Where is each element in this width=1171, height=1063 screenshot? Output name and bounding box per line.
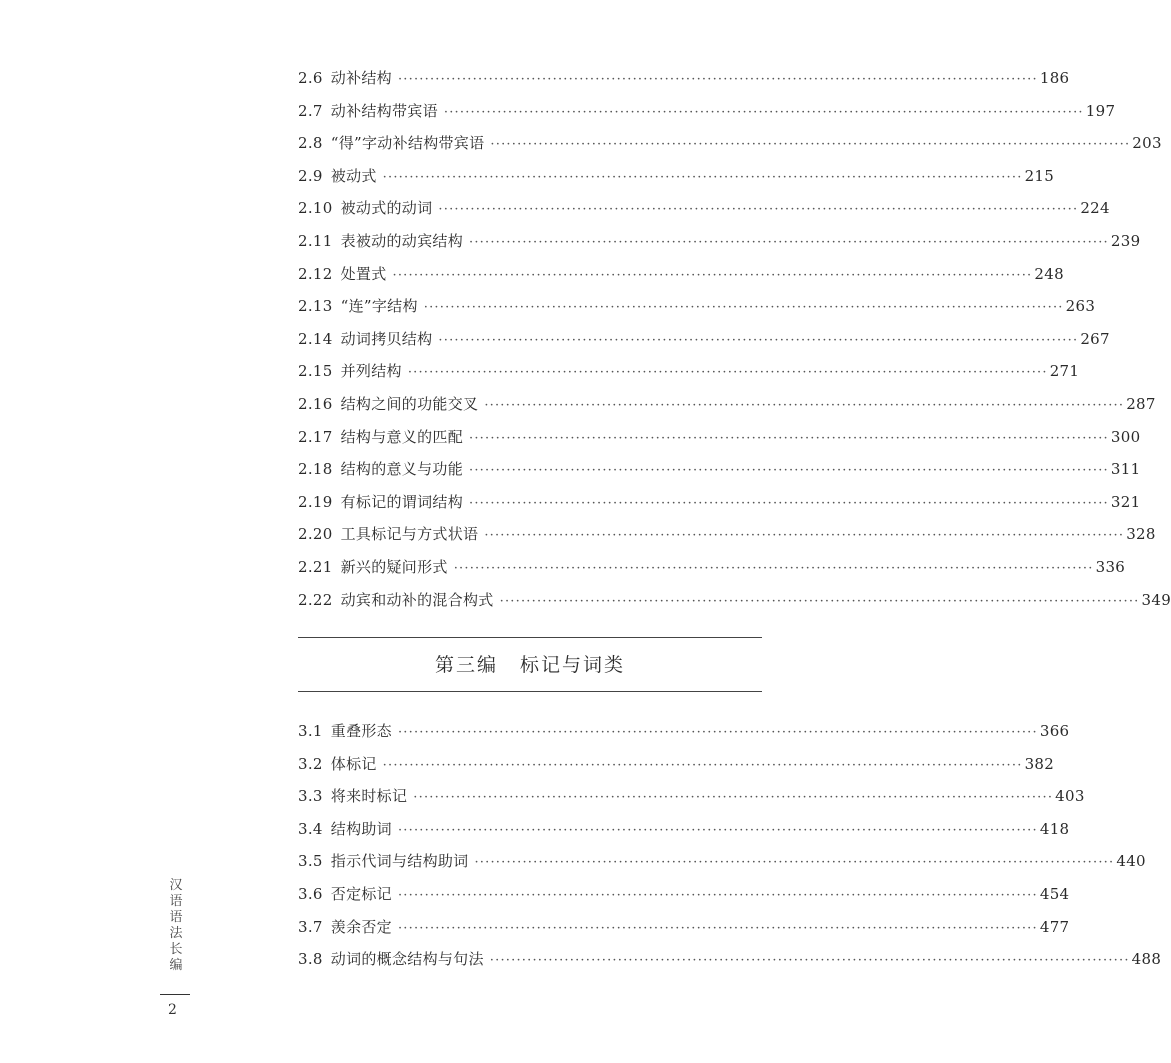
toc-entry-title: 表被动的动宾结构 xyxy=(340,231,464,250)
toc-entry xyxy=(298,780,1085,813)
toc-dot-leader: ························································································································ xyxy=(397,822,1038,838)
toc-entry-title: 否定标记 xyxy=(330,884,392,903)
toc-entry-title: 新兴的疑问形式 xyxy=(340,557,448,576)
toc-entry xyxy=(298,453,1141,486)
toc-dot-leader: ························································································································ xyxy=(443,104,1084,120)
toc-entry-number: 2.19 xyxy=(298,492,333,511)
toc-entry-page: 197 xyxy=(1085,101,1116,120)
toc-dot-leader: ························································································································ xyxy=(397,725,1038,740)
toc-dot-leader: ························································································································ xyxy=(469,234,1109,250)
toc-entry-number: 3.6 xyxy=(298,884,323,903)
toc-entry-title: 体标记 xyxy=(330,754,377,773)
toc-dot-leader: ························································································································ xyxy=(392,267,1033,283)
toc-entry-page: 263 xyxy=(1065,297,1096,316)
toc-dot-leader: ························································································································ xyxy=(469,430,1109,446)
toc-entry-page: 215 xyxy=(1024,166,1055,185)
toc-entry-page: 454 xyxy=(1039,884,1070,903)
toc-entry-number: 2.17 xyxy=(298,427,333,446)
toc-entry-number: 2.8 xyxy=(298,134,323,153)
toc-entry-number: 2.6 xyxy=(298,69,323,87)
toc-entry-title: 动词拷贝结构 xyxy=(340,329,433,348)
section-title: 标记与词类 xyxy=(520,654,626,676)
toc-entry-title: 处置式 xyxy=(340,264,387,283)
toc-entry xyxy=(298,813,1070,846)
toc-dot-leader: ························································································································ xyxy=(489,953,1130,969)
toc-dot-leader: ························································································································ xyxy=(382,757,1023,773)
toc-entry-title: 被动式的动词 xyxy=(340,199,433,218)
toc-entry-page: 382 xyxy=(1024,754,1055,773)
toc-entry xyxy=(298,355,1080,388)
toc-entry-title: “连”字结构 xyxy=(340,297,418,316)
toc-dot-leader: ························································································································ xyxy=(397,920,1038,936)
toc-entry-title: 结构助词 xyxy=(330,819,392,838)
toc-entry-number: 2.16 xyxy=(298,394,333,413)
toc-entry xyxy=(298,943,1162,976)
toc-entry xyxy=(298,160,1055,193)
page-number: 2 xyxy=(168,1002,177,1018)
running-book-title: 汉 语 语 法 长 编 xyxy=(169,878,183,973)
toc-dot-leader: ························································································································ xyxy=(490,137,1131,153)
toc-entry xyxy=(298,192,1110,225)
toc-entry-number: 2.13 xyxy=(298,297,333,316)
toc-entry-title: 动词的概念结构与句法 xyxy=(330,950,484,969)
toc-entry xyxy=(298,911,1070,944)
toc-entry-title: 将来时标记 xyxy=(330,787,408,806)
toc-entry-title: “得”字动补结构带宾语 xyxy=(330,134,485,153)
toc-entry xyxy=(298,421,1141,454)
toc-entry-title: 工具标记与方式状语 xyxy=(340,525,479,544)
toc-entry-title: 并列结构 xyxy=(340,362,402,381)
toc-dot-leader: ························································································································ xyxy=(469,463,1109,479)
toc-entry-title: 动补结构 xyxy=(330,69,392,87)
toc-entry-title: 指示代词与结构助词 xyxy=(330,852,469,871)
toc-entry-page: 300 xyxy=(1110,427,1141,446)
toc-dot-leader: ························································································································ xyxy=(397,887,1038,903)
toc-entry xyxy=(298,225,1141,258)
toc-entry xyxy=(298,62,1070,95)
toc-entry-number: 2.18 xyxy=(298,460,333,479)
toc-entry-number: 3.7 xyxy=(298,917,323,936)
section-heading xyxy=(298,650,762,677)
toc-dot-leader: ························································································································ xyxy=(382,169,1023,185)
toc-dot-leader: ························································································································ xyxy=(423,300,1064,316)
page-number-rule xyxy=(160,994,190,995)
toc-entry-title: 结构之间的功能交叉 xyxy=(340,394,479,413)
section-bottom-rule xyxy=(298,691,762,692)
toc-entry xyxy=(298,486,1141,519)
toc-entry-number: 2.10 xyxy=(298,199,333,218)
toc-entry xyxy=(298,388,1156,421)
toc-entry xyxy=(298,551,1126,584)
toc-entry xyxy=(298,127,1162,160)
toc-entry-page: 311 xyxy=(1110,460,1141,479)
toc-entry xyxy=(298,715,1070,748)
toc-dot-leader: ························································································································ xyxy=(438,202,1079,218)
toc-entry-page: 287 xyxy=(1126,394,1156,413)
section-part-label: 第三编 xyxy=(434,654,498,676)
toc-entry-page: 328 xyxy=(1126,525,1156,544)
toc-entry xyxy=(298,584,1171,617)
toc-entry-number: 3.1 xyxy=(298,722,323,740)
toc-entry-page: 488 xyxy=(1131,950,1162,969)
toc-entry-number: 2.7 xyxy=(298,101,323,120)
toc-entry-title: 结构的意义与功能 xyxy=(340,460,464,479)
toc-entry-number: 3.8 xyxy=(298,950,323,969)
toc-entry-page: 239 xyxy=(1110,231,1141,250)
toc-dot-leader: ························································································································ xyxy=(453,560,1094,576)
toc-entry-page: 403 xyxy=(1055,787,1085,806)
toc-entry-page: 440 xyxy=(1116,852,1146,871)
toc-list-part3 xyxy=(298,715,1162,976)
toc-entry-number: 3.2 xyxy=(298,754,323,773)
toc-dot-leader: ························································································································ xyxy=(469,495,1109,511)
toc-entry-number: 2.9 xyxy=(298,166,323,185)
toc-entry-page: 267 xyxy=(1080,329,1110,348)
toc-entry xyxy=(298,748,1055,781)
toc-entry xyxy=(298,290,1096,323)
toc-dot-leader: ························································································································ xyxy=(438,332,1079,348)
toc-list-part2 xyxy=(298,62,1171,616)
toc-entry-page: 477 xyxy=(1039,917,1070,936)
toc-entry-page: 366 xyxy=(1039,722,1070,740)
toc-entry-title: 被动式 xyxy=(330,166,377,185)
toc-entry-page: 349 xyxy=(1141,590,1171,609)
toc-entry-number: 2.14 xyxy=(298,329,333,348)
toc-entry-number: 3.4 xyxy=(298,819,323,838)
section-top-rule xyxy=(298,637,762,638)
toc-entry-page: 186 xyxy=(1039,69,1070,87)
toc-entry xyxy=(298,878,1070,911)
toc-entry-number: 2.21 xyxy=(298,557,333,576)
toc-entry-page: 203 xyxy=(1132,134,1162,153)
toc-entry-title: 动补结构带宾语 xyxy=(330,101,438,120)
toc-entry-number: 3.3 xyxy=(298,787,323,806)
toc-entry-number: 2.11 xyxy=(298,231,333,250)
toc-entry-title: 动宾和动补的混合构式 xyxy=(340,590,494,609)
toc-entry-title: 有标记的谓词结构 xyxy=(340,492,464,511)
toc-entry-number: 2.22 xyxy=(298,590,333,609)
toc-entry-page: 248 xyxy=(1034,264,1064,283)
toc-entry-page: 418 xyxy=(1039,819,1070,838)
toc-entry-title: 重叠形态 xyxy=(330,722,392,740)
toc-dot-leader: ························································································································ xyxy=(499,593,1140,609)
toc-entry-page: 321 xyxy=(1110,492,1141,511)
toc-entry-number: 2.20 xyxy=(298,525,333,544)
toc-entry xyxy=(298,258,1064,291)
toc-dot-leader: ························································································································ xyxy=(407,365,1048,381)
toc-entry-number: 2.12 xyxy=(298,264,333,283)
toc-entry xyxy=(298,95,1116,128)
toc-entry-title: 结构与意义的匹配 xyxy=(340,427,464,446)
toc-entry xyxy=(298,323,1110,356)
toc-entry-page: 336 xyxy=(1095,557,1126,576)
toc-dot-leader: ························································································································ xyxy=(484,397,1125,413)
toc-dot-leader: ························································································································ xyxy=(474,855,1115,871)
toc-entry xyxy=(298,845,1146,878)
toc-entry-number: 2.15 xyxy=(298,362,333,381)
toc-entry-title: 羡余否定 xyxy=(330,917,392,936)
toc-dot-leader: ························································································································ xyxy=(397,72,1038,87)
toc-dot-leader: ························································································································ xyxy=(484,528,1125,544)
toc-entry-number: 3.5 xyxy=(298,852,323,871)
toc-entry xyxy=(298,518,1156,551)
toc-entry-page: 271 xyxy=(1049,362,1080,381)
toc-entry-page: 224 xyxy=(1080,199,1110,218)
toc-dot-leader: ························································································································ xyxy=(413,790,1054,806)
